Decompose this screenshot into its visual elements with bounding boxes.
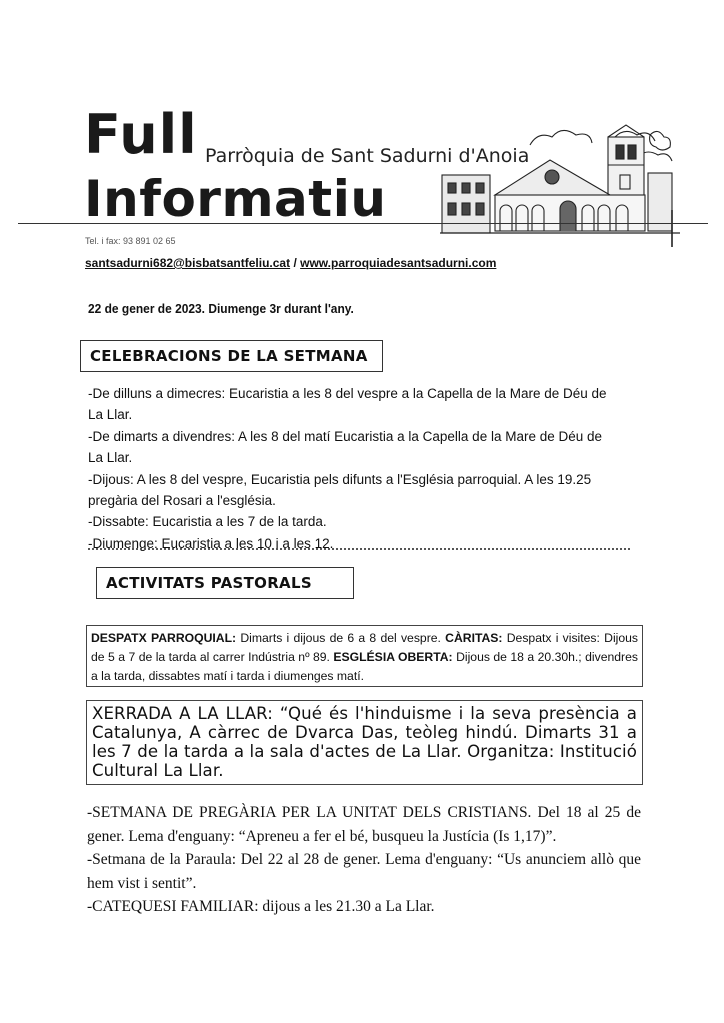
notice-item: -Setmana de la Paraula: Del 22 al 28 de gener. Lema d'enguany: “Us anunciem allò que hem vist i sentit”. xyxy=(87,851,641,892)
list-item: -Dijous: A les 8 del vespre, Eucaristia pels difunts a l'Església parroquial. A les 19.25 xyxy=(88,471,592,487)
header-divider xyxy=(18,223,708,224)
notice-item: -CATEQUESI FAMILIAR: dijous a les 21.30 a La Llar. xyxy=(87,898,435,916)
activities-heading-box xyxy=(96,567,354,599)
church-illustration-icon xyxy=(440,115,695,250)
date-line: 22 de gener de 2023. Diumenge 3r durant l'any. xyxy=(88,301,354,316)
esglesia-label: ESGLÉSIA OBERTA: xyxy=(333,649,453,664)
activities-heading: ACTIVITATS PASTORALS xyxy=(106,574,312,592)
office-hours-box xyxy=(86,625,643,687)
notices-block xyxy=(87,801,641,919)
caritas-label: CÀRITAS: xyxy=(445,631,503,645)
notice-item: -SETMANA DE PREGÀRIA PER LA UNITAT DELS CRISTIANS. Del 18 al 25 de gener. Lema d'enguany: “Apreneu a fer el bé, busqueu la Justícia (Is 1,17)”. xyxy=(87,804,641,845)
celebrations-list xyxy=(88,383,648,554)
talk-announcement-box: XERRADA A LA LLAR: “Qué és l'hinduisme i la seva presència a Catalunya, A càrrec de Dvarca Das, teòleg hindú. Dimarts 31 a les 7 de la tarda a la sala d'actes de La Llar. Organitza: Institució Cultural La Llar. xyxy=(86,700,643,785)
list-item: -Diumenge: Eucaristia a les 10 i a les 12. xyxy=(88,535,334,551)
phone-number: Tel. i fax: 93 891 02 65 xyxy=(85,236,176,246)
contact-separator: / xyxy=(290,256,301,270)
caritas-text: Despatx i visites: Dijous de 5 a 7 de la tarda al carrer Indústria nº 89. xyxy=(91,631,639,664)
celebrations-heading: CELEBRACIONS DE LA SETMANA xyxy=(90,347,368,365)
website-link[interactable]: www.parroquiadesantsadurni.com xyxy=(300,256,497,270)
celebrations-heading-box xyxy=(80,340,383,372)
despatx-text: Dimarts i dijous de 6 a 8 del vespre. xyxy=(236,631,446,645)
list-item: -Dissabte: Eucaristia a les 7 de la tarda. xyxy=(88,514,327,530)
parish-name: Parròquia de Sant Sadurni d'Anoia xyxy=(205,145,530,167)
title-informatiu: Informatiu xyxy=(84,170,387,228)
list-item: pregària del Rosari a l'església. xyxy=(88,493,276,509)
dotted-separator xyxy=(88,548,630,550)
list-item: -De dimarts a divendres: A les 8 del matí Eucaristia a la Capella de la Mare de Déu de xyxy=(88,428,603,444)
contact-line xyxy=(85,256,496,270)
list-item: -De dilluns a dimecres: Eucaristia a les 8 del vespre a la Capella de la Mare de Déu de xyxy=(88,386,607,401)
email-link[interactable]: santsadurni682@bisbatsantfeliu.cat xyxy=(85,256,291,270)
list-item: La Llar. xyxy=(88,407,133,423)
esglesia-text: Dijous de 18 a 20.30h.; divendres a la tarda, dissabtes matí i tarda i diumenges matí. xyxy=(91,649,638,683)
list-item: La Llar. xyxy=(88,450,133,466)
despatx-label: DESPATX PARROQUIAL: xyxy=(91,631,237,645)
title-full: Full xyxy=(84,103,198,166)
